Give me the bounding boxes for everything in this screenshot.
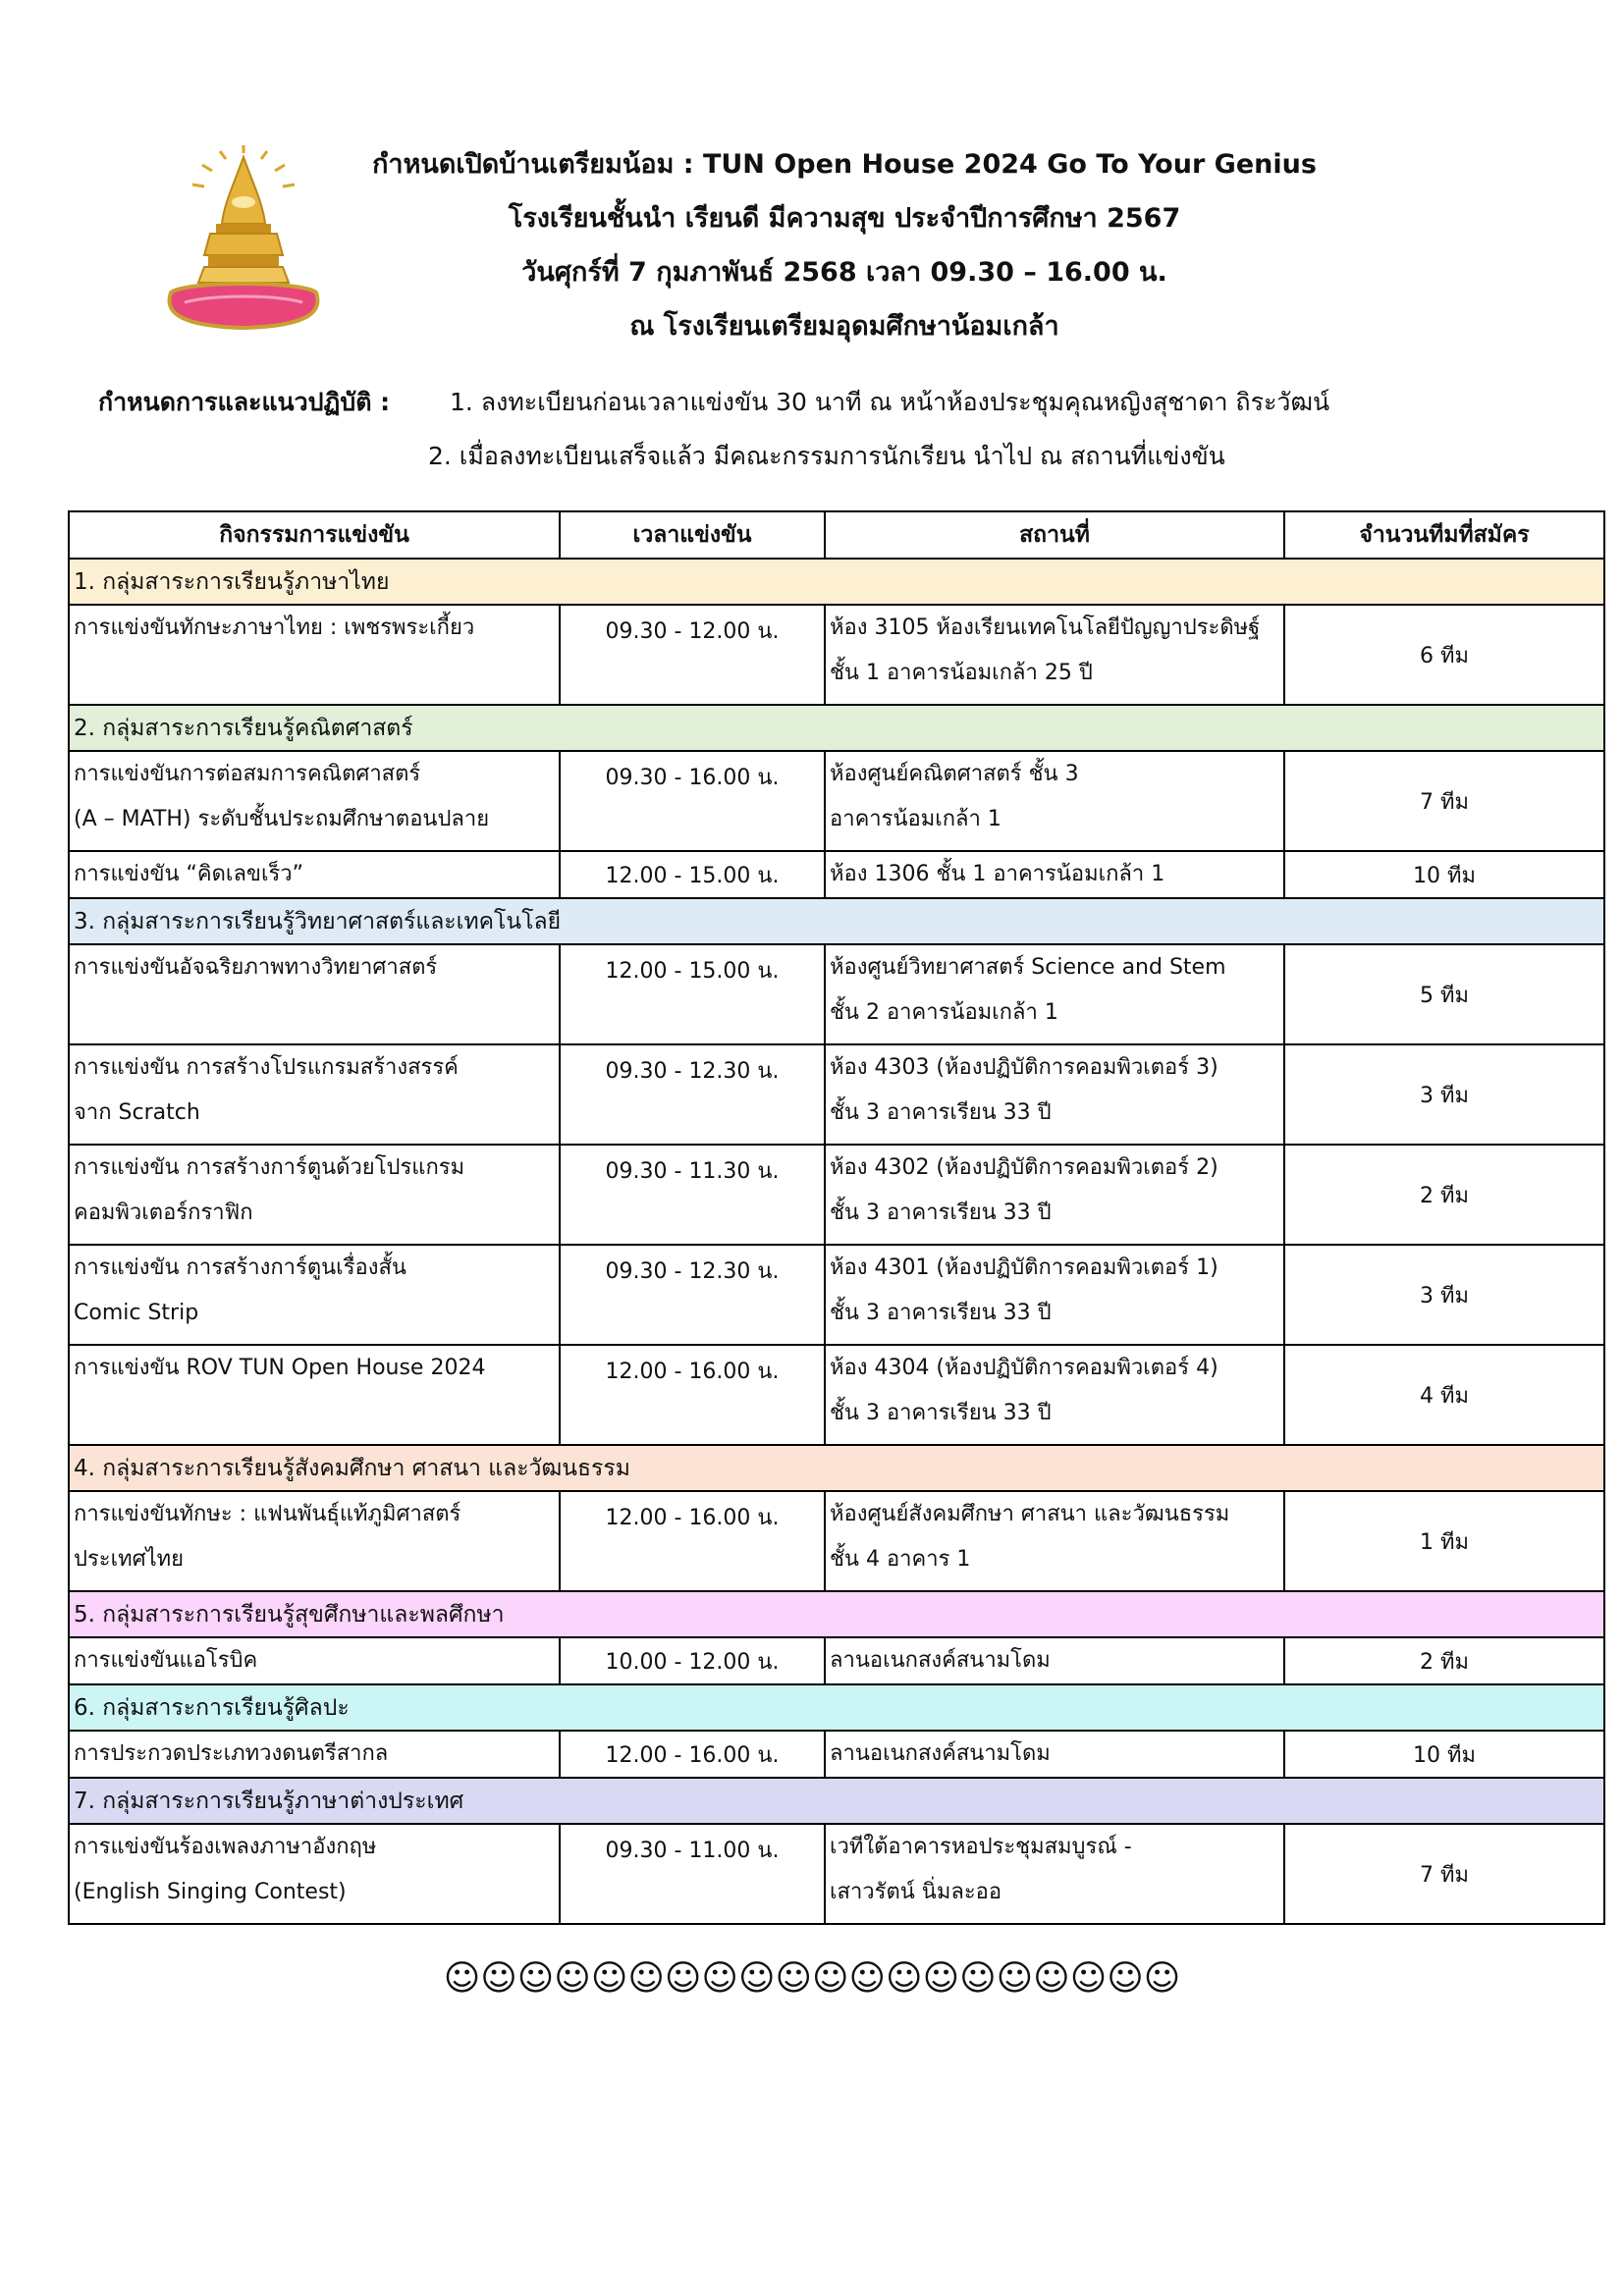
group-title: 6. กลุ่มสาระการเรียนรู้ศิลปะ (69, 1684, 1604, 1731)
time-cell: 09.30 - 16.00 น. (560, 751, 825, 851)
activity-line: จาก Scratch (74, 1100, 200, 1125)
activity-cell (69, 1044, 560, 1145)
group-title: 3. กลุ่มสาระการเรียนรู้วิทยาศาสตร์และเทคโนโลยี (69, 898, 1604, 944)
activity-cell (69, 1145, 560, 1245)
table-row (69, 751, 1604, 851)
activity-cell (69, 944, 560, 1044)
teams-cell: 5 ทีม (1284, 944, 1604, 1044)
activity-line: (A – MATH) ระดับชั้นประถมศึกษาตอนปลาย (74, 807, 490, 831)
time-cell: 10.00 - 12.00 น. (560, 1637, 825, 1684)
place-line: ห้องศูนย์คณิตศาสตร์ ชั้น 3 (830, 762, 1079, 786)
document-header (353, 137, 1335, 353)
smiley-row-icon: ☺☺☺☺☺☺☺☺☺☺☺☺☺☺☺☺☺☺☺☺ (443, 1958, 1181, 1999)
activity-line: การแข่งขัน การสร้างโปรแกรมสร้างสรรค์ (74, 1055, 459, 1080)
table-body (69, 559, 1604, 1924)
activity-line: การแข่งขันอัจฉริยภาพทางวิทยาศาสตร์ (74, 955, 438, 980)
place-cell (825, 1824, 1284, 1924)
place-cell (825, 605, 1284, 705)
activity-cell (69, 605, 560, 705)
header-teams: จำนวนทีมที่สมัคร (1284, 511, 1604, 559)
header-slogan: โรงเรียนชั้นนำ เรียนดี มีความสุข ประจำปีการศึกษา 2567 (508, 203, 1181, 234)
table-row (69, 944, 1604, 1044)
activity-line: Comic Strip (74, 1301, 199, 1325)
activity-line: การแข่งขัน การสร้างการ์ตูนเรื่องสั้น (74, 1255, 406, 1280)
activity-line: การแข่งขันทักษะ : แฟนพันธุ์แท้ภูมิศาสตร์ (74, 1502, 461, 1526)
activity-line: ประเทศไทย (74, 1547, 185, 1572)
activity-line: การประกวดประเภทวงดนตรีสากล (74, 1741, 389, 1766)
time-cell: 12.00 - 16.00 น. (560, 1491, 825, 1591)
teams-cell: 2 ทีม (1284, 1637, 1604, 1684)
table-header-row (69, 511, 1604, 559)
group-row (69, 1684, 1604, 1731)
place-line: ชั้น 3 อาคารเรียน 33 ปี (830, 1100, 1052, 1125)
teams-cell: 3 ทีม (1284, 1044, 1604, 1145)
teams-cell: 1 ทีม (1284, 1491, 1604, 1591)
table-row (69, 1245, 1604, 1345)
header-time: เวลาแข่งขัน (560, 511, 825, 559)
place-line: ห้อง 1306 ชั้น 1 อาคารน้อมเกล้า 1 (830, 862, 1165, 886)
place-cell (825, 1345, 1284, 1445)
place-line: เสาวรัตน์ นิ่มละออ (830, 1880, 1002, 1904)
place-cell (825, 1245, 1284, 1345)
table-row (69, 1145, 1604, 1245)
rules-section (98, 375, 1551, 483)
rule-item-1: 1. ลงทะเบียนก่อนเวลาแข่งขัน 30 นาที ณ หน้าห้องประชุมคุณหญิงสุชาดา ถิระวัฒน์ (450, 388, 1330, 416)
activity-line: คอมพิวเตอร์กราฟิก (74, 1201, 253, 1225)
header-title: กำหนดเปิดบ้านเตรียมน้อม : TUN Open House 2024 Go To Your Genius (372, 149, 1317, 180)
header-date: วันศุกร์ที่ 7 กุมภาพันธ์ 2568 เวลา 09.30 – 16.00 น. (521, 257, 1167, 288)
teams-cell: 2 ทีม (1284, 1145, 1604, 1245)
place-cell (825, 1491, 1284, 1591)
activity-line: การแข่งขันแอโรบิค (74, 1648, 258, 1673)
teams-cell: 7 ทีม (1284, 751, 1604, 851)
rule-item-2: 2. เมื่อลงทะเบียนเสร็จแล้ว มีคณะกรรมการนักเรียน นำไป ณ สถานที่แข่งขัน (428, 442, 1225, 470)
place-cell (825, 1637, 1284, 1684)
group-row (69, 1445, 1604, 1491)
group-title: 2. กลุ่มสาระการเรียนรู้คณิตศาสตร์ (69, 705, 1604, 751)
place-line: ห้อง 4303 (ห้องปฏิบัติการคอมพิวเตอร์ 3) (830, 1055, 1218, 1080)
activity-cell (69, 1345, 560, 1445)
place-cell (825, 1145, 1284, 1245)
table-row (69, 1044, 1604, 1145)
time-cell: 09.30 - 12.30 น. (560, 1245, 825, 1345)
activity-line: การแข่งขันทักษะภาษาไทย : เพชรพระเกี้ยว (74, 615, 475, 640)
place-line: ชั้น 1 อาคารน้อมเกล้า 25 ปี (830, 661, 1093, 685)
activity-cell (69, 1824, 560, 1924)
group-row (69, 1591, 1604, 1637)
group-row (69, 898, 1604, 944)
table-row (69, 1731, 1604, 1778)
header-activity: กิจกรรมการแข่งขัน (69, 511, 560, 559)
place-cell (825, 851, 1284, 898)
activity-cell (69, 1731, 560, 1778)
activity-cell (69, 851, 560, 898)
table-row (69, 1637, 1604, 1684)
header-venue: ณ โรงเรียนเตรียมอุดมศึกษาน้อมเกล้า (629, 311, 1059, 342)
place-line: ห้อง 4302 (ห้องปฏิบัติการคอมพิวเตอร์ 2) (830, 1155, 1218, 1180)
place-line: ห้อง 3105 ห้องเรียนเทคโนโลยีปัญญาประดิษฐ์ (830, 615, 1261, 640)
place-line: ห้อง 4304 (ห้องปฏิบัติการคอมพิวเตอร์ 4) (830, 1356, 1218, 1380)
activity-line: การแข่งขัน “คิดเลขเร็ว” (74, 862, 304, 886)
activity-cell (69, 1491, 560, 1591)
table-row (69, 1824, 1604, 1924)
group-row (69, 1778, 1604, 1824)
teams-cell: 3 ทีม (1284, 1245, 1604, 1345)
teams-cell: 4 ทีม (1284, 1345, 1604, 1445)
place-line: ลานอเนกสงค์สนามโดม (830, 1648, 1051, 1673)
teams-cell: 7 ทีม (1284, 1824, 1604, 1924)
time-cell: 12.00 - 15.00 น. (560, 851, 825, 898)
school-emblem-logo (165, 145, 322, 334)
place-cell (825, 751, 1284, 851)
activity-line: การแข่งขันการต่อสมการคณิตศาสตร์ (74, 762, 421, 786)
competition-table (68, 510, 1605, 1925)
place-line: ชั้น 3 อาคารเรียน 33 ปี (830, 1401, 1052, 1425)
activity-line: การแข่งขัน การสร้างการ์ตูนด้วยโปรแกรม (74, 1155, 465, 1180)
activity-line: (English Singing Contest) (74, 1880, 347, 1904)
table-row (69, 851, 1604, 898)
table-row (69, 605, 1604, 705)
group-row (69, 559, 1604, 605)
teams-cell: 10 ทีม (1284, 851, 1604, 898)
teams-cell: 10 ทีม (1284, 1731, 1604, 1778)
group-row (69, 705, 1604, 751)
place-cell (825, 944, 1284, 1044)
activity-cell (69, 751, 560, 851)
time-cell: 09.30 - 12.00 น. (560, 605, 825, 705)
place-line: เวทีใต้อาคารหอประชุมสมบูรณ์ - (830, 1835, 1132, 1859)
time-cell: 12.00 - 16.00 น. (560, 1345, 825, 1445)
header-place: สถานที่ (825, 511, 1284, 559)
table-row (69, 1491, 1604, 1591)
time-cell: 12.00 - 16.00 น. (560, 1731, 825, 1778)
time-cell: 09.30 - 11.00 น. (560, 1824, 825, 1924)
group-title: 5. กลุ่มสาระการเรียนรู้สุขศึกษาและพลศึกษา (69, 1591, 1604, 1637)
place-line: ห้องศูนย์สังคมศึกษา ศาสนา และวัฒนธรรม (830, 1502, 1230, 1526)
activity-line: การแข่งขันร้องเพลงภาษาอังกฤษ (74, 1835, 377, 1859)
activity-line: การแข่งขัน ROV TUN Open House 2024 (74, 1356, 486, 1380)
table-row (69, 1345, 1604, 1445)
place-line: ชั้น 2 อาคารน้อมเกล้า 1 (830, 1000, 1058, 1025)
group-title: 7. กลุ่มสาระการเรียนรู้ภาษาต่างประเทศ (69, 1778, 1604, 1824)
place-line: อาคารน้อมเกล้า 1 (830, 807, 1001, 831)
teams-cell: 6 ทีม (1284, 605, 1604, 705)
activity-cell (69, 1245, 560, 1345)
place-cell (825, 1044, 1284, 1145)
place-line: ห้อง 4301 (ห้องปฏิบัติการคอมพิวเตอร์ 1) (830, 1255, 1218, 1280)
place-line: ชั้น 3 อาคารเรียน 33 ปี (830, 1301, 1052, 1325)
place-line: ชั้น 4 อาคาร 1 (830, 1547, 971, 1572)
place-line: ห้องศูนย์วิทยาศาสตร์ Science and Stem (830, 955, 1226, 980)
time-cell: 09.30 - 12.30 น. (560, 1044, 825, 1145)
place-line: ชั้น 3 อาคารเรียน 33 ปี (830, 1201, 1052, 1225)
group-title: 1. กลุ่มสาระการเรียนรู้ภาษาไทย (69, 559, 1604, 605)
group-title: 4. กลุ่มสาระการเรียนรู้สังคมศึกษา ศาสนา และวัฒนธรรม (69, 1445, 1604, 1491)
activity-cell (69, 1637, 560, 1684)
rules-label: กำหนดการและแนวปฏิบัติ : (98, 388, 391, 416)
place-line: ลานอเนกสงค์สนามโดม (830, 1741, 1051, 1766)
place-cell (825, 1731, 1284, 1778)
time-cell: 09.30 - 11.30 น. (560, 1145, 825, 1245)
time-cell: 12.00 - 15.00 น. (560, 944, 825, 1044)
